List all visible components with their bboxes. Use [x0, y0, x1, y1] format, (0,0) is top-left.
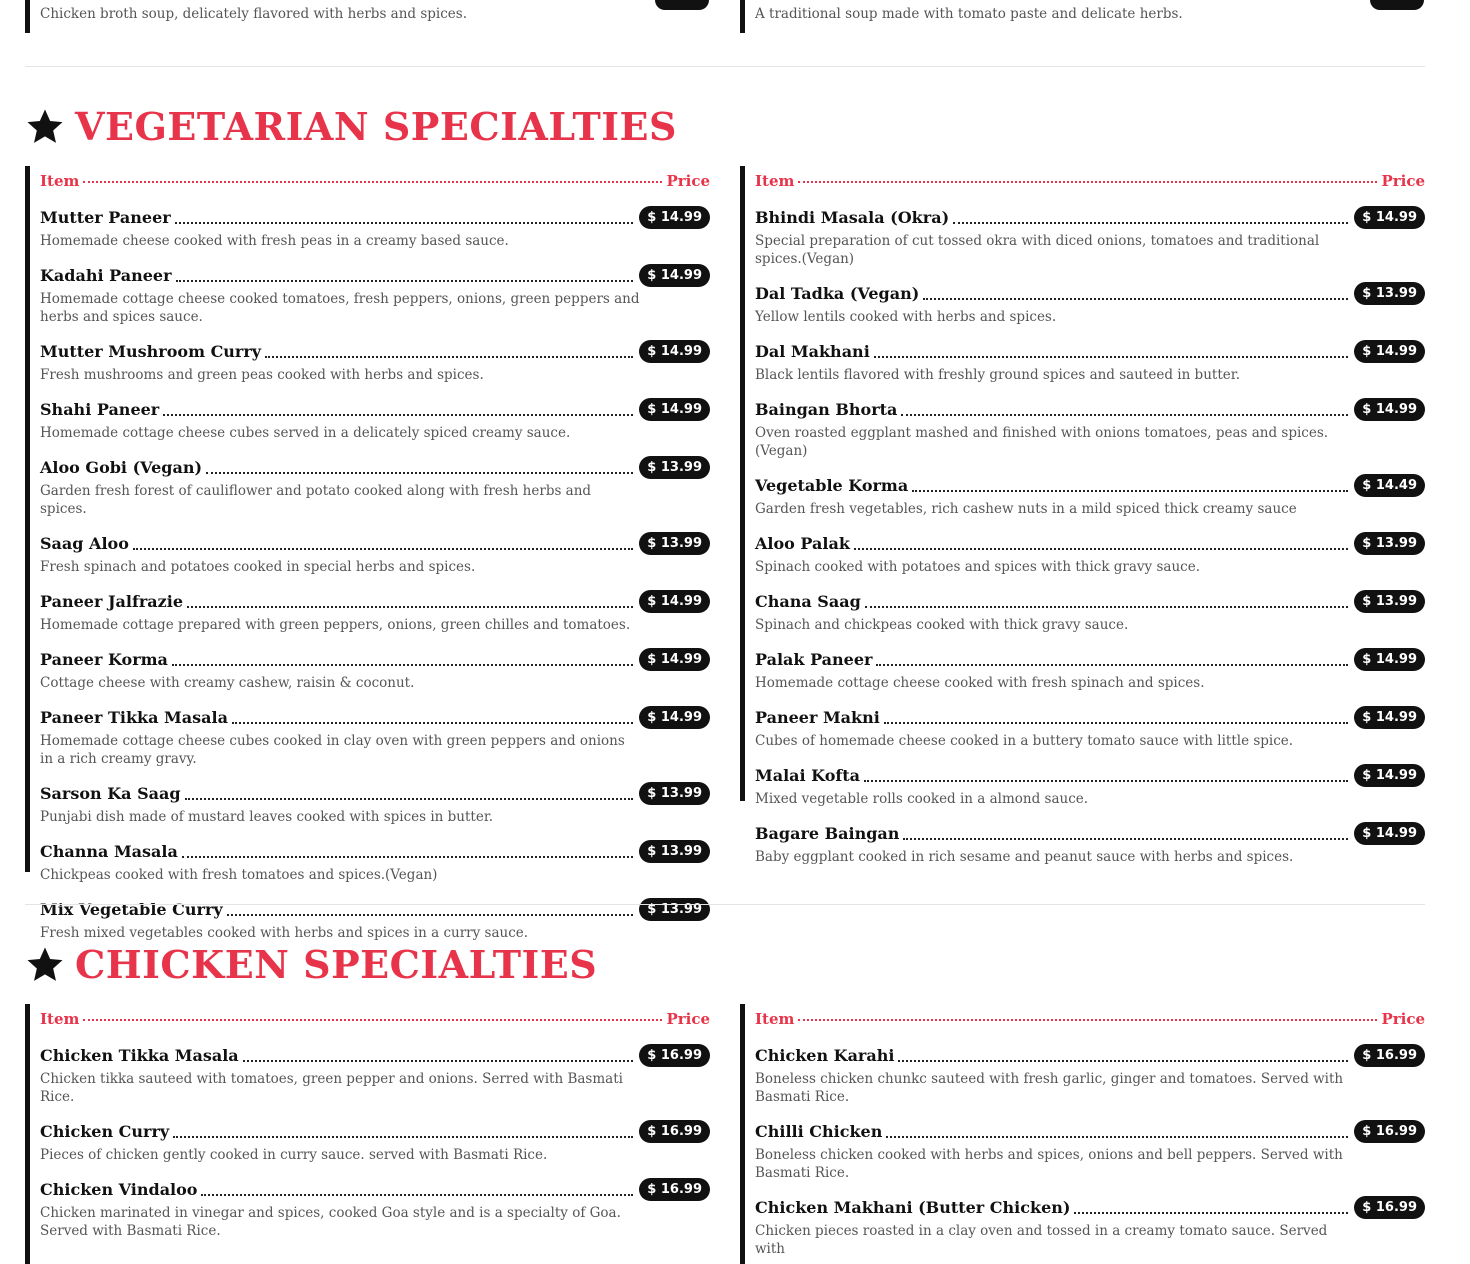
- item-name: Chicken Karahi: [755, 1046, 895, 1065]
- leader-dots: [175, 222, 634, 224]
- price-badge: $ 13.99: [639, 532, 710, 555]
- menu-item: [40, 648, 710, 692]
- price-badge: $ 16.99: [639, 1120, 710, 1143]
- star-icon: [25, 945, 65, 985]
- header-price: Price: [666, 172, 710, 190]
- menu-item-row: [40, 898, 710, 921]
- item-description: Homemade cottage cheese cooked with fresh spinach and spices.: [755, 675, 1205, 691]
- item-description: Spinach cooked with potatoes and spices with thick gravy sauce.: [755, 559, 1200, 575]
- leader-dots: [854, 548, 1348, 550]
- menu-item-row: [755, 648, 1425, 671]
- header-price: Price: [1381, 1010, 1425, 1028]
- section-heading: VEGETARIAN SPECIALTIES: [75, 104, 677, 149]
- price-badge: $ 16.99: [1354, 1196, 1425, 1219]
- item-name: Paneer Korma: [40, 650, 168, 669]
- menu-item-row: [755, 822, 1425, 845]
- item-description: Spinach and chickpeas cooked with thick gravy sauce.: [755, 617, 1129, 633]
- price-badge: $ 16.99: [639, 1044, 710, 1067]
- item-name: Saag Aloo: [40, 534, 129, 553]
- item-description: Fresh spinach and potatoes cooked in special herbs and spices.: [40, 559, 476, 575]
- menu-item-row: [755, 206, 1425, 229]
- menu-column-left: [25, 166, 710, 941]
- leader-dots: [232, 722, 633, 724]
- leader-dots: [903, 838, 1348, 840]
- price-badge: $ 13.99: [639, 840, 710, 863]
- price-badge: $ 14.99: [1354, 206, 1425, 229]
- leader-dots: [265, 356, 633, 358]
- column-rule: [25, 0, 30, 33]
- price-badge: $ 14.49: [1354, 474, 1425, 497]
- menu-item: [755, 764, 1425, 808]
- menu-item: [40, 782, 710, 826]
- section-divider: [25, 904, 1425, 905]
- menu-item: [40, 840, 710, 884]
- item-description: Fresh mixed vegetables cooked with herbs and spices in a curry sauce.: [40, 925, 529, 941]
- price-badge-partial: [655, 0, 709, 10]
- price-badge-partial: [1370, 0, 1424, 10]
- price-badge: $ 14.99: [639, 340, 710, 363]
- menu-item: [40, 456, 710, 518]
- item-name: Paneer Tikka Masala: [40, 708, 228, 727]
- price-badge: $ 16.99: [1354, 1120, 1425, 1143]
- menu-item: [755, 822, 1425, 866]
- item-description: Boneless chicken cooked with herbs and spices, onions and bell peppers. Served with Basmati Rice.: [755, 1147, 1343, 1181]
- leader-dots: [874, 356, 1349, 358]
- menu-item-row: [40, 648, 710, 671]
- menu-item-row: [755, 398, 1425, 421]
- item-name: Chana Saag: [755, 592, 861, 611]
- price-badge: $ 14.99: [639, 398, 710, 421]
- price-badge: $ 16.99: [1354, 1044, 1425, 1067]
- header-price: Price: [666, 1010, 710, 1028]
- item-name: Aloo Palak: [755, 534, 850, 553]
- menu-item-row: [755, 1120, 1425, 1143]
- menu-item-row: [755, 282, 1425, 305]
- menu-item: [40, 706, 710, 768]
- leader-dots: [886, 1136, 1348, 1138]
- leader-dots: [185, 798, 634, 800]
- item-name: Kadahi Paneer: [40, 266, 172, 285]
- menu-item: [40, 1178, 710, 1240]
- item-name: Baingan Bhorta: [755, 400, 898, 419]
- price-badge: $ 13.99: [1354, 282, 1425, 305]
- header-item: Item: [755, 1010, 795, 1028]
- item-name: Chilli Chicken: [755, 1122, 883, 1141]
- menu-item: [755, 648, 1425, 692]
- column-header: [40, 1010, 710, 1030]
- item-name: Vegetable Korma: [755, 476, 909, 495]
- price-badge: $ 14.99: [1354, 398, 1425, 421]
- price-badge: $ 13.99: [1354, 590, 1425, 613]
- item-description: Homemade cottage cheese cubes cooked in clay oven with green peppers and onions in a rich creamy gravy.: [40, 733, 625, 767]
- item-description: Chicken pieces roasted in a clay oven and tossed in a creamy tomato sauce. Served with: [755, 1223, 1328, 1257]
- menu-item-row: [40, 456, 710, 479]
- leader-dots: [884, 722, 1348, 724]
- header-item: Item: [40, 172, 80, 190]
- leader-dots: [864, 780, 1348, 782]
- menu-item: [755, 340, 1425, 384]
- leader-dots: [865, 606, 1349, 608]
- price-badge: $ 13.99: [1354, 532, 1425, 555]
- item-name: Paneer Jalfrazie: [40, 592, 183, 611]
- menu-item: [755, 1044, 1425, 1106]
- menu-item: [755, 590, 1425, 634]
- menu-item-row: [755, 590, 1425, 613]
- menu-column-right: [740, 166, 1425, 865]
- column-header: [40, 172, 710, 192]
- menu-item: [40, 340, 710, 384]
- section-title-vegetarian: [25, 104, 677, 149]
- menu-item: [755, 206, 1425, 268]
- menu-item: [755, 1120, 1425, 1182]
- menu-item: [40, 398, 710, 442]
- menu-item: [40, 532, 710, 576]
- item-name: Chicken Makhani (Butter Chicken): [755, 1198, 1071, 1217]
- price-badge: $ 14.99: [1354, 764, 1425, 787]
- item-name: Channa Masala: [40, 842, 178, 861]
- price-badge: $ 14.99: [639, 590, 710, 613]
- item-description: Baby eggplant cooked in rich sesame and peanut sauce with herbs and spices.: [755, 849, 1294, 865]
- item-name: Mutter Paneer: [40, 208, 171, 227]
- menu-item: [40, 590, 710, 634]
- price-badge: $ 14.99: [639, 206, 710, 229]
- item-description: Mixed vegetable rolls cooked in a almond sauce.: [755, 791, 1089, 807]
- header-item: Item: [755, 172, 795, 190]
- menu-item-row: [40, 1178, 710, 1201]
- section-divider: [25, 66, 1425, 67]
- leader-dots: [901, 414, 1348, 416]
- menu-item-row: [40, 782, 710, 805]
- item-name: Chicken Tikka Masala: [40, 1046, 239, 1065]
- menu-item-row: [40, 1120, 710, 1143]
- leader-dots: [876, 664, 1348, 666]
- menu-item-row: [40, 264, 710, 287]
- item-name: Mutter Mushroom Curry: [40, 342, 262, 361]
- item-name: Chicken Curry: [40, 1122, 170, 1141]
- header-price: Price: [1381, 172, 1425, 190]
- leader-dots: [173, 1136, 633, 1138]
- price-badge: $ 14.99: [639, 264, 710, 287]
- section-title-chicken: [25, 942, 597, 987]
- leader-dots: [163, 414, 633, 416]
- price-badge: $ 13.99: [639, 782, 710, 805]
- menu-item-row: [755, 532, 1425, 555]
- menu-item-row: [40, 706, 710, 729]
- leader-dots: [923, 298, 1348, 300]
- item-name: Dal Makhani: [755, 342, 870, 361]
- item-description: Garden fresh vegetables, rich cashew nuts in a mild spiced thick creamy sauce: [755, 501, 1297, 517]
- price-badge: $ 14.99: [1354, 706, 1425, 729]
- item-name: Bhindi Masala (Okra): [755, 208, 950, 227]
- item-name: Mix Vegetable Curry: [40, 900, 223, 919]
- star-icon: [25, 107, 65, 147]
- item-name: Dal Tadka (Vegan): [755, 284, 920, 303]
- leader-dots: [172, 664, 633, 666]
- menu-item-row: [40, 398, 710, 421]
- item-description: Fresh mushrooms and green peas cooked with herbs and spices.: [40, 367, 484, 383]
- item-name: Malai Kofta: [755, 766, 861, 785]
- item-name: Bagare Baingan: [755, 824, 900, 843]
- leader-dots: [182, 856, 633, 858]
- column-header: [755, 1010, 1425, 1030]
- leader-dots: [227, 914, 634, 916]
- leader-dots: [176, 280, 634, 282]
- menu-item-row: [40, 590, 710, 613]
- menu-item: [755, 474, 1425, 518]
- item-description: Pieces of chicken gently cooked in curry sauce. served with Basmati Rice.: [40, 1147, 548, 1163]
- menu-item-row: [40, 532, 710, 555]
- leader-dots: [898, 1060, 1348, 1062]
- menu-item: [40, 1120, 710, 1164]
- leader-dots: [953, 222, 1348, 224]
- item-description: Special preparation of cut tossed okra with diced onions, tomatoes and traditional spices.(Vegan): [755, 233, 1320, 267]
- menu-item-row: [755, 706, 1425, 729]
- leader-dots: [201, 1194, 633, 1196]
- menu-item-row: [755, 474, 1425, 497]
- price-badge: $ 14.99: [639, 706, 710, 729]
- item-name: Chicken Vindaloo: [40, 1180, 198, 1199]
- menu-item-row: [40, 840, 710, 863]
- menu-item: [40, 206, 710, 250]
- item-name: Paneer Makni: [755, 708, 880, 727]
- item-description: Homemade cheese cooked with fresh peas in a creamy based sauce.: [40, 233, 509, 249]
- price-badge: $ 13.99: [639, 898, 710, 921]
- item-description: Garden fresh forest of cauliflower and potato cooked along with fresh herbs and spices.: [40, 483, 592, 517]
- menu-item: [755, 706, 1425, 750]
- leader-dots: [83, 181, 662, 183]
- item-name: Palak Paneer: [755, 650, 873, 669]
- leader-dots: [243, 1060, 634, 1062]
- price-badge: $ 14.99: [1354, 822, 1425, 845]
- leader-dots: [206, 472, 633, 474]
- item-description: Yellow lentils cooked with herbs and spices.: [755, 309, 1057, 325]
- item-description: Boneless chicken chunkc sauteed with fresh garlic, ginger and tomatoes. Served with Basmati Rice.: [755, 1071, 1344, 1105]
- menu-item: [40, 1044, 710, 1106]
- column-rule: [740, 0, 745, 33]
- header-item: Item: [40, 1010, 80, 1028]
- item-name: Aloo Gobi (Vegan): [40, 458, 203, 477]
- price-badge: $ 16.99: [639, 1178, 710, 1201]
- item-description: Homemade cottage cheese cooked tomatoes, fresh peppers, onions, green peppers and herbs and spices sauce.: [40, 291, 640, 325]
- leader-dots: [133, 548, 633, 550]
- item-description: Black lentils flavored with freshly ground spices and sauteed in butter.: [755, 367, 1240, 383]
- price-badge: $ 14.99: [1354, 648, 1425, 671]
- menu-item-row: [40, 340, 710, 363]
- menu-item-row: [755, 1044, 1425, 1067]
- menu-column-left: [25, 1004, 710, 1264]
- menu-item-row: [755, 340, 1425, 363]
- menu-item-row: [40, 1044, 710, 1067]
- menu-column-right: [740, 1004, 1425, 1264]
- column-header: [755, 172, 1425, 192]
- menu-item: [755, 532, 1425, 576]
- leader-dots: [798, 181, 1377, 183]
- leader-dots: [798, 1019, 1377, 1021]
- item-description: A traditional soup made with tomato paste and delicate herbs.: [755, 6, 1183, 22]
- price-badge: $ 14.99: [639, 648, 710, 671]
- menu-item: [40, 264, 710, 326]
- menu-item: [755, 282, 1425, 326]
- item-description: Chicken tikka sauteed with tomatoes, green pepper and onions. Serred with Basmati Rice.: [40, 1071, 623, 1105]
- item-name: Sarson Ka Saag: [40, 784, 181, 803]
- menu-item: [755, 1196, 1425, 1258]
- item-description: Cottage cheese with creamy cashew, raisin & coconut.: [40, 675, 415, 691]
- item-description: Chickpeas cooked with fresh tomatoes and spices.(Vegan): [40, 867, 438, 883]
- menu-item-row: [40, 206, 710, 229]
- item-description: Chicken broth soup, delicately flavored with herbs and spices.: [40, 6, 467, 22]
- price-badge: $ 13.99: [639, 456, 710, 479]
- leader-dots: [1074, 1212, 1348, 1214]
- menu-item-row: [755, 764, 1425, 787]
- item-description: Cubes of homemade cheese cooked in a buttery tomato sauce with little spice.: [755, 733, 1294, 749]
- section-heading: CHICKEN SPECIALTIES: [75, 942, 598, 987]
- item-description: Chicken marinated in vinegar and spices, cooked Goa style and is a specialty of Goa. Served with Basmati Rice.: [40, 1205, 621, 1239]
- item-description: Oven roasted eggplant mashed and finished with onions tomatoes, peas and spices.(Vegan): [755, 425, 1329, 459]
- item-description: Punjabi dish made of mustard leaves cooked with spices in butter.: [40, 809, 494, 825]
- leader-dots: [912, 490, 1348, 492]
- item-description: Homemade cottage cheese cubes served in a delicately spiced creamy sauce.: [40, 425, 571, 441]
- item-description: Homemade cottage prepared with green peppers, onions, green chilles and tomatoes.: [40, 617, 631, 633]
- leader-dots: [187, 606, 633, 608]
- menu-item: [755, 398, 1425, 460]
- item-name: Shahi Paneer: [40, 400, 160, 419]
- price-badge: $ 14.99: [1354, 340, 1425, 363]
- leader-dots: [83, 1019, 662, 1021]
